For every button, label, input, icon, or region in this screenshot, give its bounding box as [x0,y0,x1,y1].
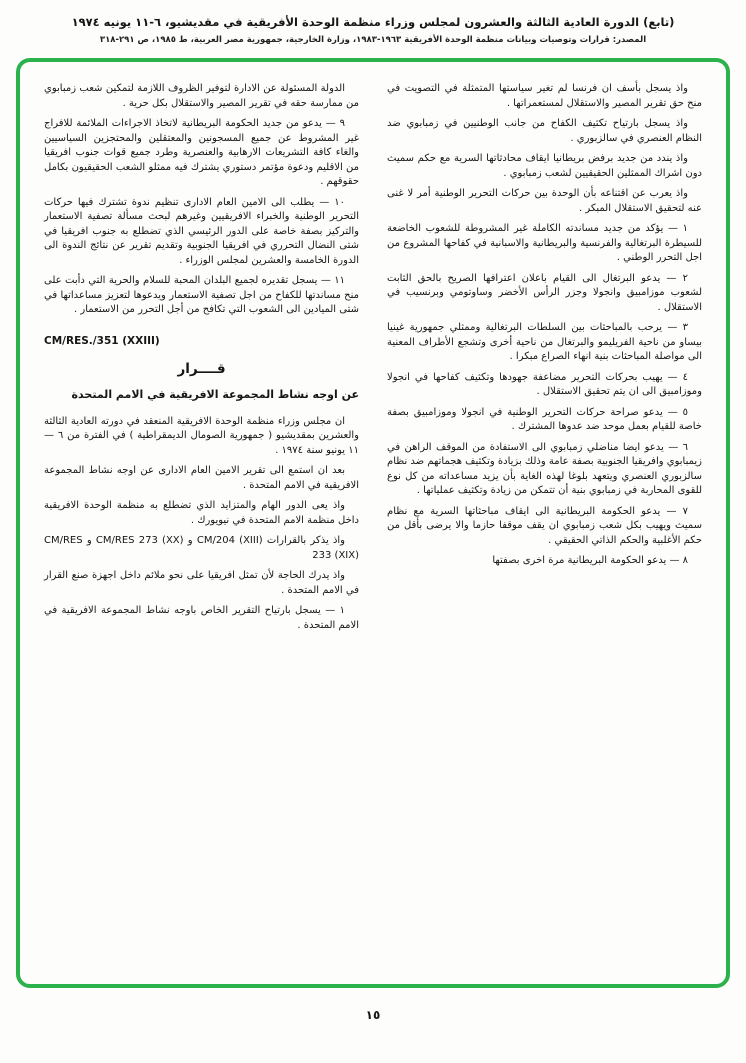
resolution-clause: ٤ — يهيب بحركات التحرير مضاعفة جهودها وتكثيف كفاحها في انجولا وموزامبيق الى ان يتم تحقيق الاستقلال . [387,371,702,397]
paragraph: الدولة المسئولة عن الادارة لتوفير الظروف اللازمة لتمكين شعب زمبابوي من ممارسة حقه في تقرير المصير والاستقلال بكل حرية . [44,83,359,109]
resolution-clause: ٣ — يرحب بالمباحثات بين السلطات البرتغالية وممثلي جمهورية غينيا بيساو من ناحية الفريليمو والبرتغال من ناحية أخرى وتشجع الأطراف المعنية الى مواصلة المباحثات بنية انهاء الصراع مبكرا . [387,322,702,362]
paragraph: واذ يسجل بارتياح تكثيف الكفاح من جانب الوطنيين في زمبابوي ضد النظام العنصري في سالزبوري . [387,118,702,144]
paragraph: واذ يدرك الحاجة لأن تمثل افريقيا على نحو ملائم داخل اجهزة صنع القرار في الامم المتحدة . [44,570,359,596]
resolution-clause: ٩ — يدعو من جديد الحكومة البريطانية لاتخاذ الاجراءات الملائمة للافراج غير المشروط عن جميع المسجونين والمعتقلين والمحتجزين السياسيين والغاء كافة التشريعات الارهابية والعنصرية وطرد جميع قوات جنوب افريقيا من الاقليم ودعوة مؤتمر دستوري يشترك فيه ممثلو الشعب الحقيقيون بكامل حقوقهم . [44,118,359,187]
page-header [16,14,730,46]
resolution-clause: ٦ — يدعو ايضا مناضلي زمبابوي الى الاستفادة من الموقف الراهن في زيمبابوي وافريقيا الجنوبية بصفة عامة وذلك بزيادة وتكثيف هجماتهم ضد نظام سالزبوري العنصري ويتعهد بلوغا لهذه الغاية بأن يزيد مساعداته من كل نوع للقوى المحاربة في زمبابوي بنية أن تتمكن من زيادة وتكثيف عملياتها . [387,441,702,496]
paragraph: واذ يذكر بالقرارات CM/204 (XIII) و CM/RES 273 (XX) و CM/RES 233 (XIX) [44,535,359,561]
resolution-title: قــــرار [177,361,226,377]
left-column [44,82,359,968]
header-source-line: المصدر: قرارات وتوصيات وبيانات منظمة الوحدة الأفريقية ١٩٦٣-١٩٨٣، وزارة الخارجية، جمهورية مصر العربية، ط ١٩٨٥، ص ٢٩١-٣١٨ [99,35,647,45]
paragraph: ان مجلس وزراء منظمة الوحدة الافريقية المنعقد في دورته العادية الثالثة والعشرين بمقديشيو ( جمهورية الصومال الديمقراطية ) في الفترة من ٦ — ١١ يونيو سنة ١٩٧٤ . [44,415,359,456]
resolution-clause: ١ — يؤكد من جديد مساندته الكاملة غير المشروطة للشعوب الخاضعة للسيطرة البرتغالية والفرنسية والبريطانية والاسبانية في كفاحها المشروع من اجل التحرر الوطني . [387,223,702,263]
paragraph: بعد ان استمع الى تقرير الامين العام الادارى عن اوجه نشاط المجموعة الافريقية في الامم المتحدة . [44,465,359,491]
paragraph: واذ يعرب عن اقتناعه بأن الوحدة بين حركات التحرير الوطنية أمر لا غنى عنه لتحقيق الاستقلال المبكر . [387,188,702,214]
paragraph: واذ يعى الدور الهام والمتزايد الذي تضطلع به منظمة الوحدة الافريقية داخل منظمة الامم المتحدة في نيويورك . [44,500,359,526]
resolution-clause: ١١ — يسجل تقديره لجميع البلدان المحبة للسلام والحرية التي دأبت على منح مساندتها للكفاح من اجل تصفية الاستعمار ويدعوها لتعزيز مساعداتها في شتى الميادين الى الشعوب التي تكافح من أجل التحرر من الاستعمار . [44,275,359,315]
right-column [387,82,702,968]
header-title: (تابع) الدورة العادية الثالثة والعشرون لمجلس وزراء منظمة الوحدة الأفريقية في مقديشيو، ٦-١١ يونيه ١٩٧٤ [71,15,675,29]
resolution-reference: CM/RES./351 (XXIII) [44,334,160,347]
content-frame [16,58,730,988]
resolution-clause: ٧ — يدعو الحكومة البريطانية الى ايقاف مباحثاتها السرية مع نظام سميث ويهيب بكل شعب زمبابوي ان يقف موقفا حازما والا يرضى بأقل من حكم الأغلبية والحكم الذاتي الحقيقي . [387,505,702,546]
resolution-clause: ١ — يسجل بارتياح التقرير الخاص باوجه نشاط المجموعة الافريقية في الامم المتحدة . [44,605,359,631]
resolution-clause: ٢ — يدعو البرتغال الى القيام باعلان اعترافها الصريح بالحق الثابت لشعوب موزامبيق وانجولا وجزر الرأس الأخضر وساوتومي وبرنسيب في الاستقلال . [387,272,702,313]
paragraph: واذ يندد من جديد برفض بريطانيا ايقاف محادثاتها السرية مع حكم سميث دون اشراك الممثلين الحقيقيين لشعب زمبابوي . [387,153,702,179]
resolution-clause: ١٠ — يطلب الى الامين العام الادارى تنظيم ندوة تشترك فيها حركات التحرير الوطنية والخبراء الافريقيين وغيرهم لبحث مسألة تصفية الاستعمار والتركيز بصفة خاصة على الدور الرئيسي الذي تضطلع به جنوب افريقيا في شتى النضال التحرري في افريقيا الجنوبية وتقديم تقرير عن نتائج الندوة الى الدورة الخامسة والعشرين لمجلس الوزراء . [44,196,359,266]
page-number: ١٥ [365,1008,381,1022]
resolution-clause: ٥ — يدعو صراحة حركات التحرير الوطنية في انجولا وموزامبيق بصفة خاصة للقيام بعمل موحد ضد عدوها المشترك . [387,406,702,432]
resolution-subtitle: عن اوجه نشاط المجموعة الافريقية في الامم المتحدة [71,387,359,401]
paragraph: واذ يسجل بأسف ان فرنسا لم تغير سياستها المتمثلة في التصويت في منح حق تقرير المصير والاستقلال لمستعمراتها . [387,83,702,109]
resolution-clause: ٨ — يدعو الحكومة البريطانية مرة اخرى بصفتها [492,555,688,566]
two-column-layout [44,82,702,968]
page-footer [16,1004,730,1023]
